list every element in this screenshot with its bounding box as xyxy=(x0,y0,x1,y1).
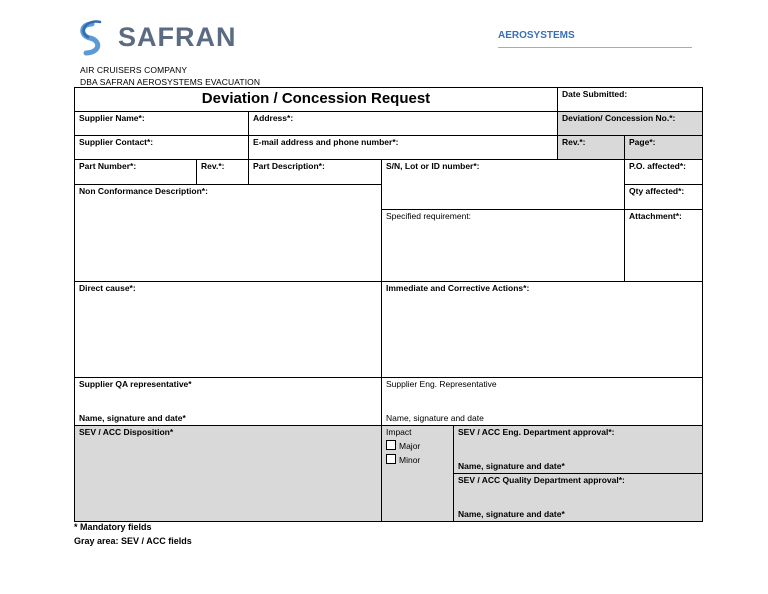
supplier-contact-field[interactable] xyxy=(74,135,249,160)
company-dba: DBA SAFRAN AEROSYSTEMS EVACUATION xyxy=(80,77,261,87)
part-number-field[interactable] xyxy=(74,159,197,185)
rev-label: Rev.*: xyxy=(201,161,225,171)
specified-requirement-label: Specified requirement: xyxy=(386,211,472,221)
supplier-contact-label: Supplier Contact*: xyxy=(79,137,154,147)
supplier-name-field[interactable] xyxy=(74,111,249,136)
sn-lot-field[interactable] xyxy=(381,159,625,210)
specified-requirement-field[interactable] xyxy=(381,209,625,282)
form-title: Deviation / Concession Request xyxy=(74,87,558,112)
supplier-name-label: Supplier Name*: xyxy=(79,113,145,123)
impact-field xyxy=(381,425,454,522)
corrective-actions-label: Immediate and Corrective Actions*: xyxy=(386,283,530,293)
deviation-no-field[interactable] xyxy=(557,111,703,136)
po-affected-label: P.O. affected*: xyxy=(629,161,687,171)
corrective-actions-field[interactable] xyxy=(381,281,703,378)
email-phone-label: E-mail address and phone number*: xyxy=(253,137,399,147)
minor-checkbox[interactable] xyxy=(386,454,396,464)
major-checkbox[interactable] xyxy=(386,440,396,450)
division-name: AEROSYSTEMS xyxy=(498,30,575,41)
part-description-field[interactable] xyxy=(248,159,382,185)
page-field[interactable] xyxy=(624,135,703,160)
direct-cause-field[interactable] xyxy=(74,281,382,378)
impact-minor-option[interactable] xyxy=(386,454,449,466)
sn-lot-label: S/N, Lot or ID number*: xyxy=(386,161,480,171)
quality-approval-field[interactable] xyxy=(453,473,703,522)
part-description-label: Part Description*: xyxy=(253,161,325,171)
logo-text: SAFRAN xyxy=(118,22,237,52)
po-affected-field[interactable] xyxy=(624,159,703,185)
page-label: Page*: xyxy=(629,137,656,147)
qty-affected-field[interactable] xyxy=(624,184,703,210)
supplier-qa-label: Supplier QA representative* xyxy=(79,379,192,389)
disposition-label: SEV / ACC Disposition* xyxy=(79,427,174,437)
part-number-label: Part Number*: xyxy=(79,161,137,171)
eng-approval-label: SEV / ACC Eng. Department approval*: xyxy=(458,427,615,437)
address-field[interactable] xyxy=(248,111,558,136)
impact-label: Impact xyxy=(386,427,412,437)
attachment-field[interactable] xyxy=(624,209,703,282)
mandatory-note: * Mandatory fields xyxy=(74,522,152,532)
supplier-eng-signature-label: Name, signature and date xyxy=(386,413,484,423)
attachment-label: Attachment*: xyxy=(629,211,682,221)
rev-top-field[interactable] xyxy=(557,135,625,160)
supplier-qa-field[interactable] xyxy=(74,377,382,426)
date-submitted-label: Date Submitted: xyxy=(562,89,628,99)
nc-description-field[interactable] xyxy=(74,184,382,282)
disposition-field[interactable] xyxy=(74,425,382,522)
eng-approval-field[interactable] xyxy=(453,425,703,474)
gray-area-note: Gray area: SEV / ACC fields xyxy=(74,536,192,546)
rev-field[interactable] xyxy=(196,159,249,185)
division-underline xyxy=(498,47,692,48)
quality-approval-signature-label: Name, signature and date* xyxy=(458,509,565,519)
qty-affected-label: Qty affected*: xyxy=(629,186,685,196)
impact-major-option[interactable] xyxy=(386,440,449,452)
date-submitted-field[interactable] xyxy=(557,87,703,112)
eng-approval-signature-label: Name, signature and date* xyxy=(458,461,565,471)
address-label: Address*: xyxy=(253,113,294,123)
nc-description-label: Non Conformance Description*: xyxy=(79,186,208,196)
direct-cause-label: Direct cause*: xyxy=(79,283,136,293)
deviation-no-label: Deviation/ Concession No.*: xyxy=(562,113,676,123)
minor-label: Minor xyxy=(399,455,421,465)
rev-top-label: Rev.*: xyxy=(562,137,586,147)
major-label: Major xyxy=(399,441,421,451)
company-name: AIR CRUISERS COMPANY xyxy=(80,65,188,75)
email-phone-field[interactable] xyxy=(248,135,558,160)
supplier-eng-field[interactable] xyxy=(381,377,703,426)
supplier-eng-label: Supplier Eng. Representative xyxy=(386,379,497,389)
supplier-qa-signature-label: Name, signature and date* xyxy=(79,413,186,423)
quality-approval-label: SEV / ACC Quality Department approval*: xyxy=(458,475,625,485)
